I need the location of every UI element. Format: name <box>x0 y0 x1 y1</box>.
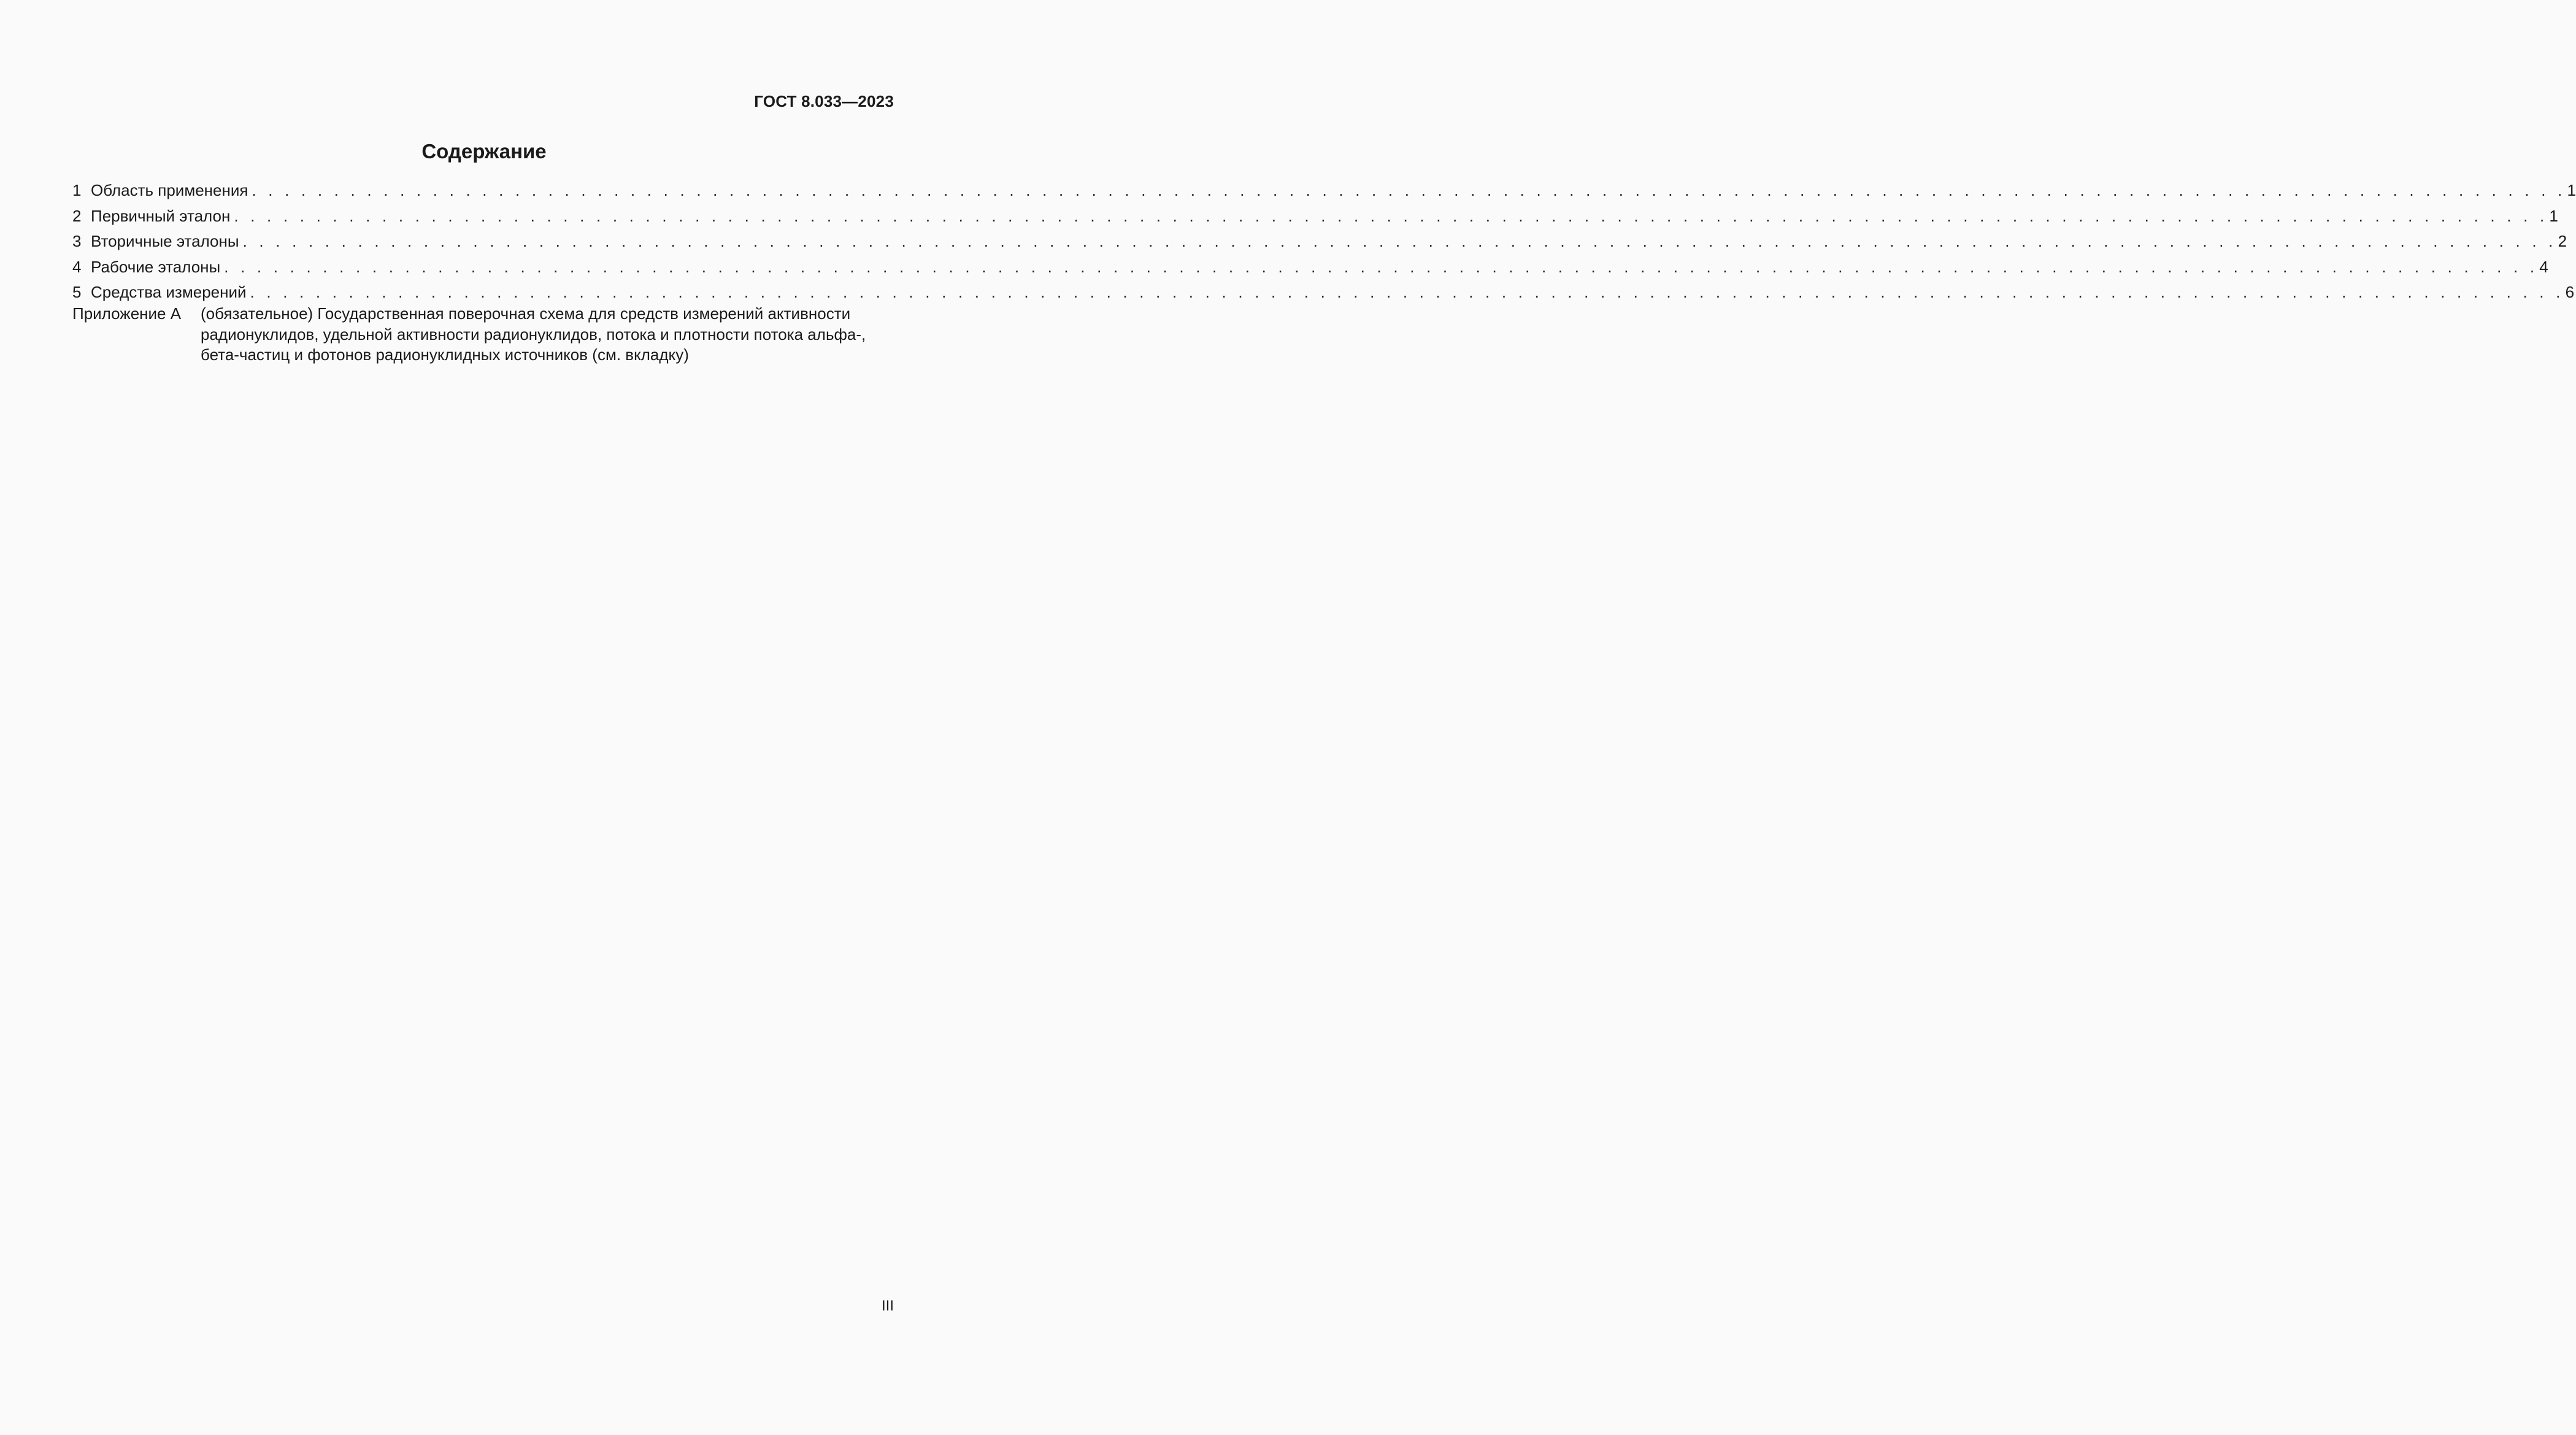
toc-item[interactable] <box>72 255 2548 280</box>
toc-item-number: 4 <box>72 257 82 276</box>
toc-item-label: Первичный эталон <box>91 206 231 225</box>
toc-leader-dots: . . . . . . . . . . . . . . . . . . . . . . . . . . . . . . . . . . . . . . . . . . . . . . . . . . . . . . . . . . . . . . . . . . . . . . . . . . . . . . . . . . . . . . . . . . . . . . . . . . . . . . . . . . . . . . . . . . . . . . . . . . . . . . . . . . . . . . . . . . . . . <box>242 232 2557 250</box>
toc-item-page: 4 <box>2539 257 2548 276</box>
toc-leader-dots: . . . . . . . . . . . . . . . . . . . . . . . . . . . . . . . . . . . . . . . . . . . . . . . . . . . . . . . . . . . . . . . . . . . . . . . . . . . . . . . . . . . . . . . . . . . . . . . . . . . . . . . . . . . . . . . . . . . . . . . . . . . . . . . . . . . . . . . . . . . . . <box>224 257 2539 276</box>
toc-item-label: Вторичные эталоны <box>91 232 239 250</box>
toc-item-page: 1 <box>2567 181 2576 199</box>
page-number: III <box>881 1298 894 1314</box>
toc-item-label: Рабочие эталоны <box>91 257 221 276</box>
document-code: ГОСТ 8.033—2023 <box>754 92 894 110</box>
toc-item-label: Область применения <box>91 181 248 199</box>
toc-item-number: 5 <box>72 283 82 301</box>
toc-title: Содержание <box>421 140 547 163</box>
toc-leader-dots: . . . . . . . . . . . . . . . . . . . . . . . . . . . . . . . . . . . . . . . . . . . . . . . . . . . . . . . . . . . . . . . . . . . . . . . . . . . . . . . . . . . . . . . . . . . . . . . . . . . . . . . . . . . . . . . . . . . . . . . . . . . . . . . . . . . . . . . . . . . . . <box>250 283 2564 301</box>
toc-item-number: 2 <box>72 206 82 225</box>
toc-appendix-entry[interactable] <box>72 304 894 366</box>
toc-item-page: 1 <box>2549 206 2558 225</box>
toc-item-page: 2 <box>2558 232 2567 250</box>
toc-item-label: Средства измерений <box>91 283 247 301</box>
toc-item-number: 3 <box>72 232 82 250</box>
toc-item-number: 1 <box>72 181 82 199</box>
toc-item[interactable] <box>72 229 2567 255</box>
toc-leader-dots: . . . . . . . . . . . . . . . . . . . . . . . . . . . . . . . . . . . . . . . . . . . . . . . . . . . . . . . . . . . . . . . . . . . . . . . . . . . . . . . . . . . . . . . . . . . . . . . . . . . . . . . . . . . . . . . . . . . . . . . . . . . . . . . . . . . . . . . . . . . . . <box>234 206 2548 225</box>
toc-item-page: 6 <box>2565 283 2575 301</box>
table-of-contents <box>72 178 2576 306</box>
toc-item[interactable] <box>72 178 2576 204</box>
toc-item[interactable] <box>72 280 2575 306</box>
appendix-label: Приложение А <box>72 304 182 323</box>
appendix-title: (обязательное) Государственная поверочная схема для средств измерений активности радионуклидов, удельной активности радионуклидов, потока и плотности потока альфа-, бета-частиц и фотонов радионуклидных источников (см. вкладку) <box>201 304 866 364</box>
toc-leader-dots: . . . . . . . . . . . . . . . . . . . . . . . . . . . . . . . . . . . . . . . . . . . . . . . . . . . . . . . . . . . . . . . . . . . . . . . . . . . . . . . . . . . . . . . . . . . . . . . . . . . . . . . . . . . . . . . . . . . . . . . . . . . . . . . . . . . . . . . . . . . . . <box>252 181 2566 199</box>
toc-item[interactable] <box>72 204 2558 229</box>
